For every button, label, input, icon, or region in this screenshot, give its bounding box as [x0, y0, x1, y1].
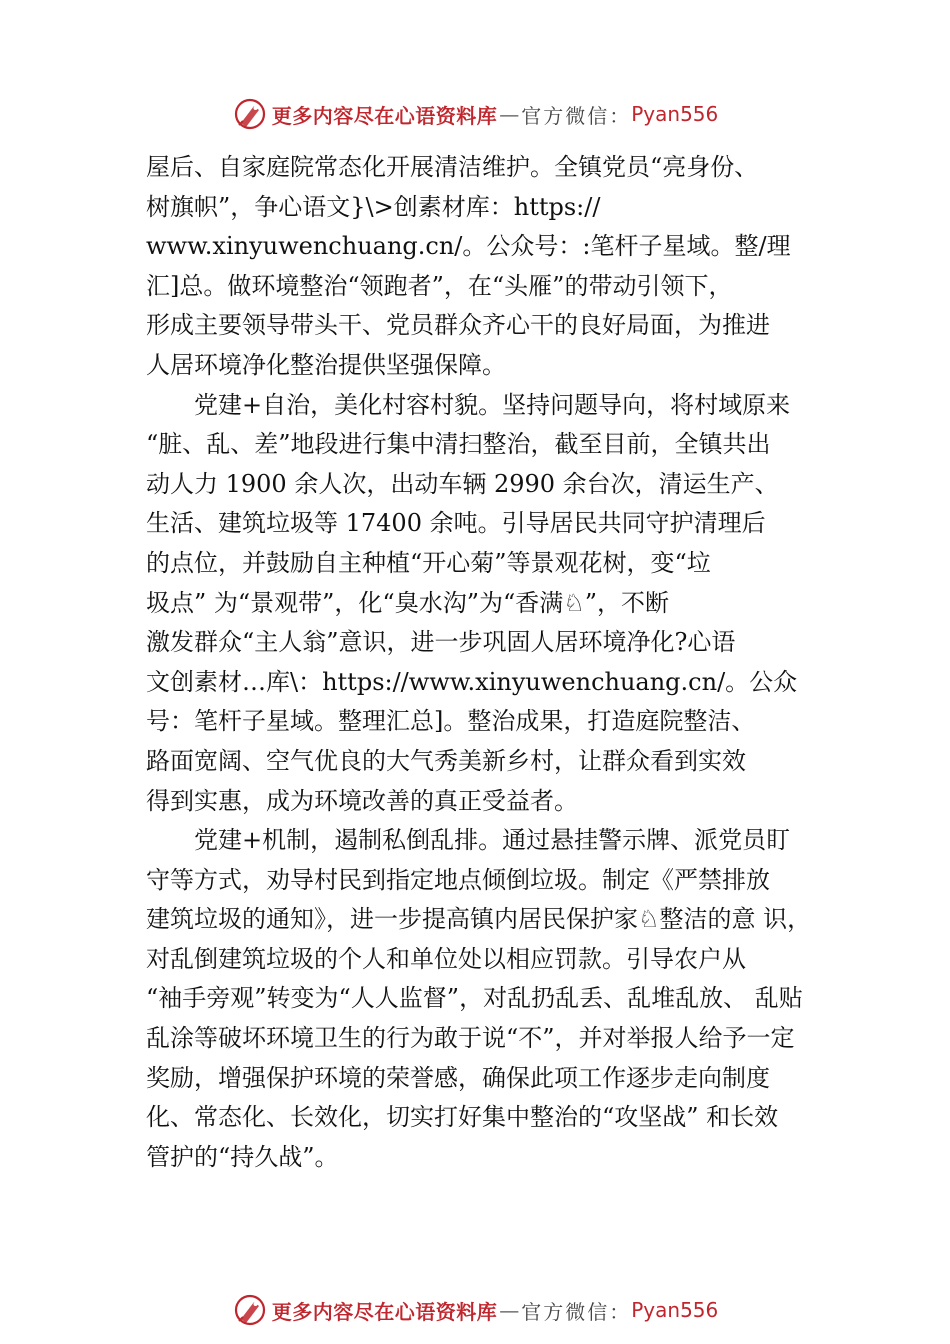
- watermark-contact-id: Pyan556: [631, 102, 719, 126]
- text-line: 文创素材…库\：https://www.xinyuwenchuang.cn/。公众: [146, 667, 798, 696]
- header-watermark: [0, 94, 950, 134]
- text-line: 生活、建筑垃圾等 17400 余吨。引导居民共同守护清理后: [146, 509, 766, 538]
- text-line: 人居环境净化整治提供坚强保障。: [146, 350, 506, 379]
- watermark-dash: —: [499, 1298, 520, 1322]
- paragraph-start-line: 党建+机制，遏制私倒乱排。通过悬挂警示牌、派党员盯: [194, 826, 791, 855]
- text-line: 的点位，并鼓励自主种植“开心菊”等景观花树，变“垃: [146, 548, 711, 577]
- footer-watermark: [0, 1290, 950, 1330]
- text-line: 对乱倒建筑垃圾的个人和单位处以相应罚款。引导农户从: [146, 944, 746, 973]
- text-line: 奖励，增强保护环境的荣誉感，确保此项工作逐步走向制度: [146, 1063, 770, 1092]
- text-line: 汇]总。做环境整治“领跑者”，在“头雁”的带动引领下，: [146, 271, 733, 300]
- text-line: 建筑垃圾的通知》，进一步提高镇内居民保护家♘整洁的意 识，: [146, 905, 812, 934]
- text-line: “袖手旁观”转变为“人人监督”，对乱扔乱丢、乱堆乱放、 乱贴: [146, 984, 803, 1013]
- text-line: 守等方式，劝导村民到指定地点倾倒垃圾。制定《严禁排放: [146, 865, 770, 894]
- text-line: 动人力 1900 余人次，出动车辆 2990 余台次，清运生产、: [146, 469, 779, 498]
- watermark-dash: —: [499, 102, 520, 126]
- text-line: www.xinyuwenchuang.cn/。公众号：:笔杆子星域。整/理: [146, 232, 791, 261]
- text-line: 乱涂等破坏环境卫生的行为敢于说“不”，并对举报人给予一定: [146, 1024, 795, 1053]
- watermark-brand: 更多内容尽在心语资料库: [271, 1299, 498, 1324]
- watermark-contact-id: Pyan556: [631, 1298, 719, 1322]
- watermark-contact-label: 官方微信：: [521, 1299, 632, 1324]
- watermark-brand: 更多内容尽在心语资料库: [271, 103, 498, 128]
- text-line: “脏、乱、差”地段进行集中清扫整治，截至目前，全镇共出: [146, 430, 771, 459]
- text-line: 形成主要领导带头干、党员群众齐心干的良好局面，为推进: [146, 311, 770, 340]
- text-line: 管护的“持久战”。: [146, 1142, 339, 1171]
- document-body: [146, 148, 826, 1177]
- pen-nib-icon: [232, 96, 268, 132]
- text-line: 屋后、自家庭院常态化开展清洁维护。全镇党员“亮身份、: [146, 153, 759, 181]
- pen-nib-icon: [232, 1292, 268, 1328]
- text-line: 树旗帜”，争心语文}\>创素材库：https://: [146, 192, 601, 221]
- text-line: 化、常态化、长效化，切实打好集中整治的“攻坚战” 和长效: [146, 1103, 779, 1132]
- text-line: 得到实惠，成为环境改善的真正受益者。: [146, 786, 578, 815]
- text-line: 圾点” 为“景观带”，化“臭水沟”为“香满♘”，不断: [146, 588, 670, 617]
- text-line: 号：笔杆子星域。整理汇总]。整治成果，打造庭院整洁、: [146, 707, 756, 736]
- paragraph-start-line: 党建+自治，美化村容村貌。坚持问题导向，将村域原来: [194, 390, 791, 419]
- watermark-contact-label: 官方微信：: [521, 103, 632, 128]
- text-line: 路面宽阔、空气优良的大气秀美新乡村，让群众看到实效: [146, 746, 746, 775]
- text-line: 激发群众“主人翁”意识，进一步巩固人居环境净化?心语: [146, 628, 736, 657]
